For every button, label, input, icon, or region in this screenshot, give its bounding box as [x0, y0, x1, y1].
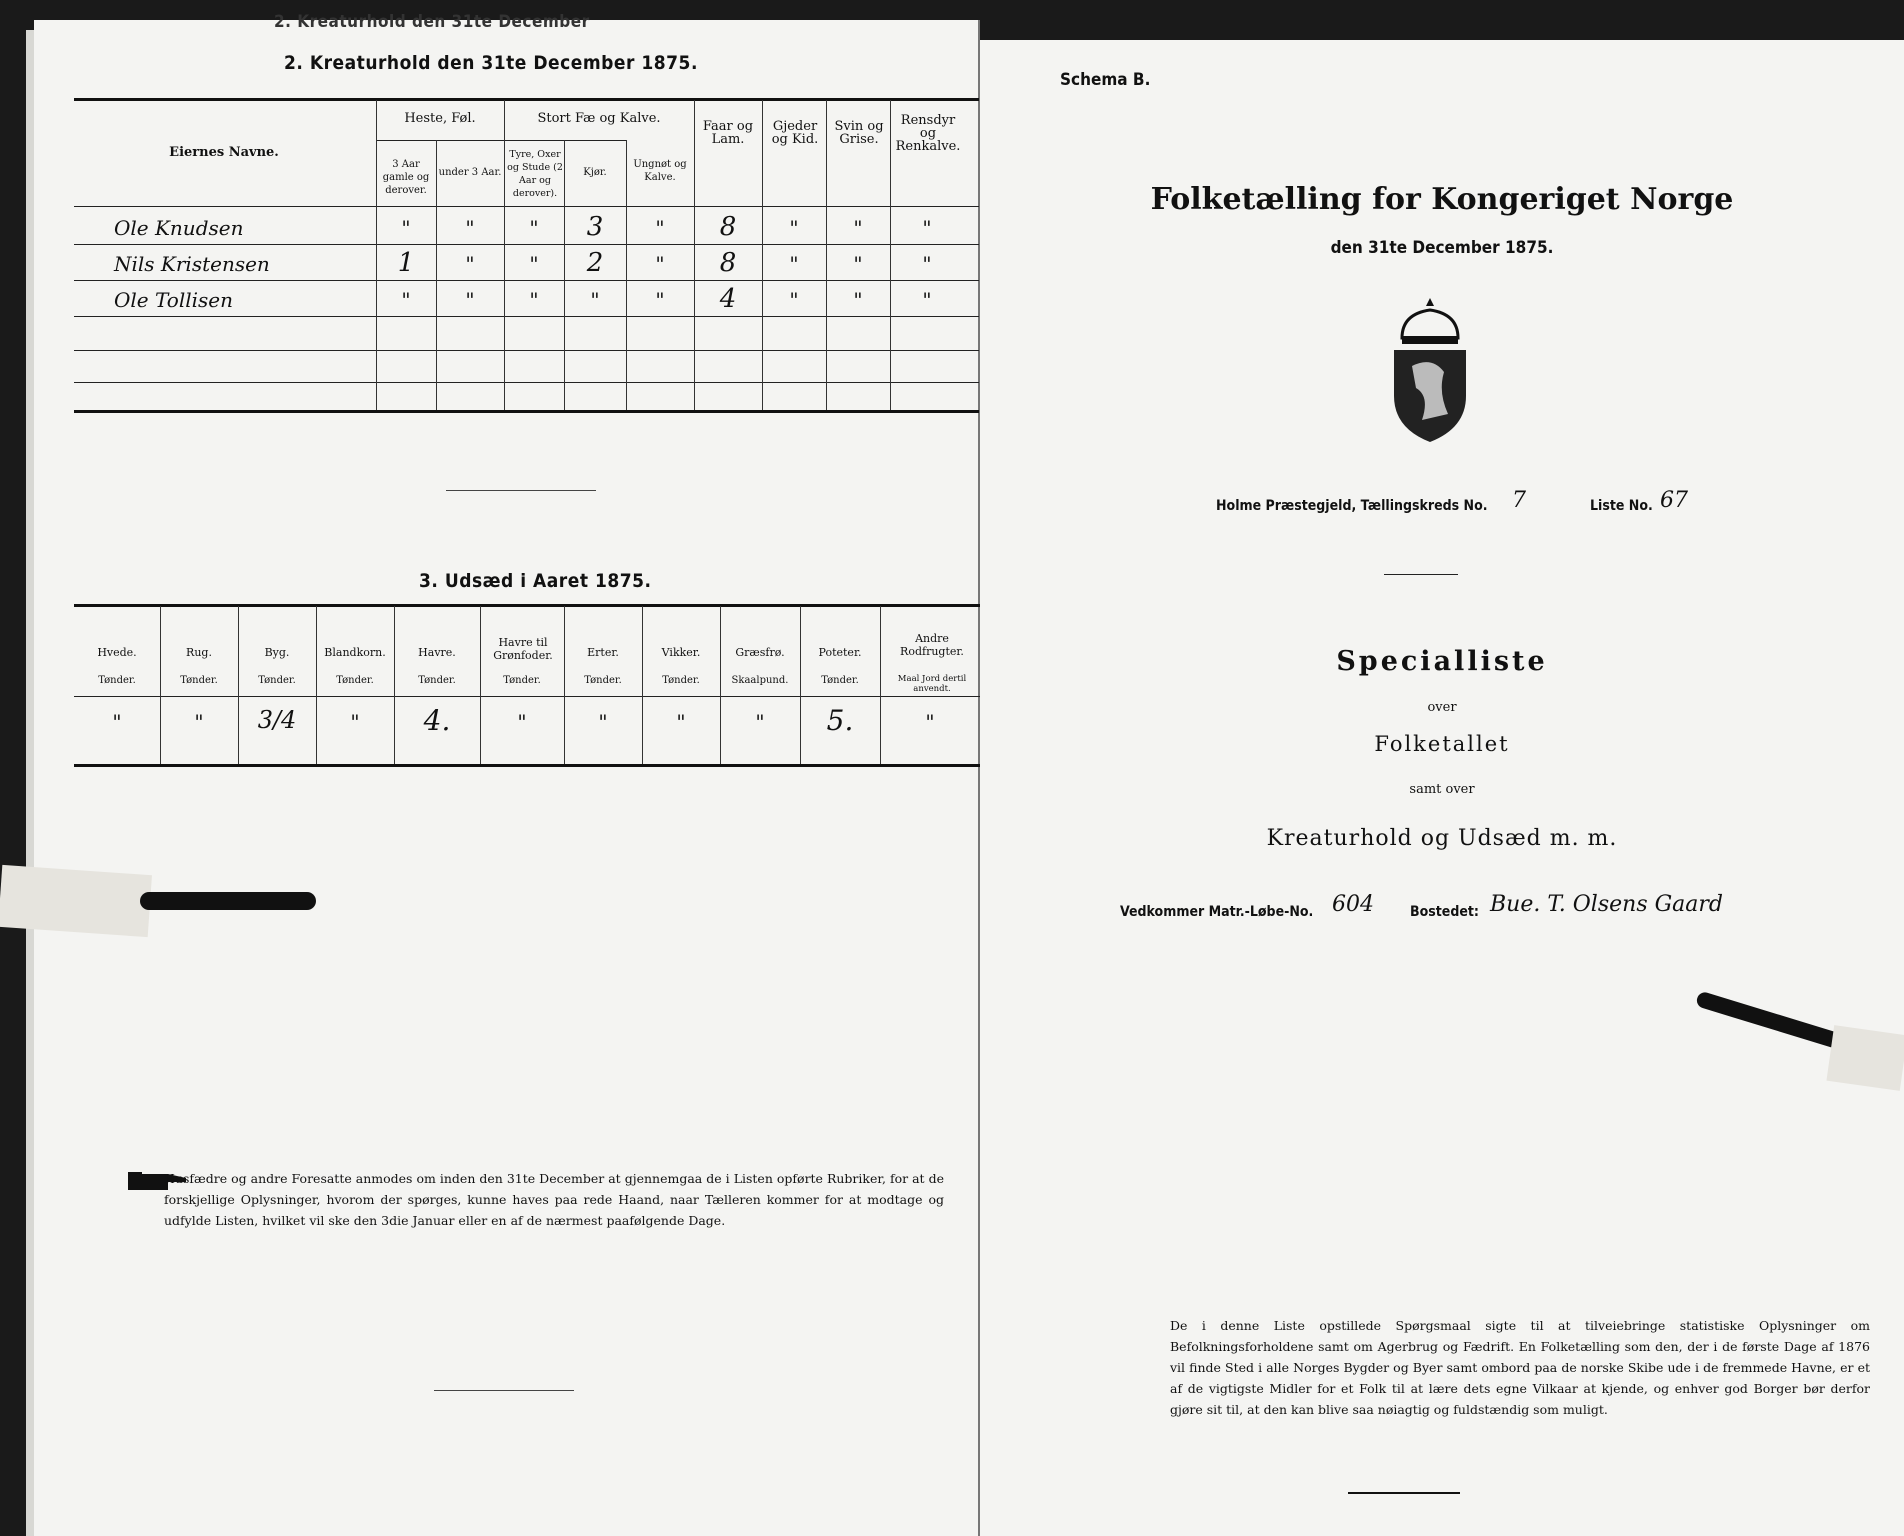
hdr-andre-rodfrugter: Andre Rodfrugter. [900, 632, 964, 658]
cell: " [401, 288, 411, 312]
cell: " [350, 710, 360, 734]
footer-paragraph: De i denne Liste opstillede Spørgsmaal sigte til at tilveiebringe statistiske Oplysninger om Befolkningsforholdene samt om Agerbrug og Fædrift. En Folketælling som den, der i de første Dage af 1876 vil finde Sted i alle Norges Bygder og Byer samt ombord paa de norske Skibe ude i de fremmede Havne, er et af de vigtigste Midler for et Folk til at lære dets egne Vilkaar at kjende, og enhver god Borger bør derfor gjøre sit til, at den kan blive saa nøiagtig og fuldstændig som muligt. [1170, 1318, 1870, 1417]
cell: 1 [397, 248, 415, 278]
section3-title: 3. Udsæd i Aaret 1875. [419, 570, 652, 592]
cell: " [655, 288, 665, 312]
page-edge [26, 30, 34, 1536]
hdr-rug: Rug. [186, 646, 212, 659]
owner-header: Eiernes Navne. [169, 145, 279, 160]
table3-bottom-rule [74, 764, 989, 767]
hdr-vikker: Vikker. [661, 646, 701, 659]
cell: " [465, 216, 475, 240]
cell: " [789, 288, 799, 312]
cell: 8 [719, 212, 737, 242]
cell: 3/4 [257, 706, 297, 734]
kreaturhold-heading: Kreaturhold og Udsæd m. m. [1266, 826, 1618, 851]
cell: " [465, 252, 475, 276]
separator-rule [446, 490, 596, 491]
cell: 2 [586, 248, 604, 278]
col-rule [880, 606, 881, 764]
cell: " [655, 216, 665, 240]
cell: " [401, 216, 411, 240]
footer-rule [1348, 1492, 1460, 1494]
group-horses-header: Heste, Føl. [404, 111, 476, 126]
schema-label: Schema B. [1060, 70, 1151, 90]
cell: " [853, 216, 863, 240]
unit: Tønder. [258, 675, 296, 686]
cell: " [853, 288, 863, 312]
bottom-rule [434, 1390, 574, 1391]
cell: 5. [826, 704, 854, 737]
col-bulls-header: Tyre, Oxer og Stude (2 Aar og derover). [507, 149, 563, 199]
kreds-number: 7 [1512, 488, 1526, 513]
liste-number: 67 [1660, 488, 1688, 513]
unit: Tønder. [584, 675, 622, 686]
cut-header-text: 2. Kreaturhold den 31te December [274, 12, 590, 32]
cell: " [676, 710, 686, 734]
hdr-byg: Byg. [264, 646, 290, 659]
hdr-hvede: Hvede. [97, 646, 137, 659]
cell: " [590, 288, 600, 312]
cell: " [112, 710, 122, 734]
liste-label: Liste No. [1590, 498, 1653, 514]
cell: " [529, 216, 539, 240]
bosted-value: Bue. T. Olsens Gaard [1490, 892, 1724, 917]
cell: " [465, 288, 475, 312]
hdr-blandkorn: Blandkorn. [324, 646, 386, 659]
cell: " [194, 710, 204, 734]
unit: Skaalpund. [731, 675, 789, 686]
paper-tab [0, 865, 152, 937]
matr-label: Vedkommer Matr.-Løbe-No. [1120, 904, 1314, 920]
specialliste-heading: Specialliste [1336, 646, 1548, 677]
cell: " [655, 252, 665, 276]
right-page [980, 40, 1904, 1536]
hdr-graesfro: Græsfrø. [735, 646, 785, 659]
over-text: over [1427, 700, 1457, 715]
cell: " [755, 710, 765, 734]
group-cattle-header: Stort Fæ og Kalve. [537, 111, 661, 126]
hdr-havre-gronfoder: Havre til Grønfoder. [493, 636, 553, 662]
cell: " [853, 252, 863, 276]
matr-number: 604 [1332, 892, 1374, 917]
hdr-havre: Havre. [418, 646, 456, 659]
cell: 8 [719, 248, 737, 278]
unit: Maal Jord dertil anvendt. [897, 674, 967, 694]
pen-pointer [140, 892, 316, 910]
unit: Tønder. [503, 675, 541, 686]
table2-bottom-rule [74, 410, 979, 413]
cell: " [789, 252, 799, 276]
col-young-cattle-header: Ungnøt og Kalve. [633, 159, 687, 183]
cell: " [922, 252, 932, 276]
cell: " [529, 252, 539, 276]
cell: " [922, 216, 932, 240]
row-rule [74, 382, 979, 383]
cell: " [789, 216, 799, 240]
table2-top-rule [74, 98, 979, 101]
unit: Tønder. [336, 675, 374, 686]
cell: " [517, 710, 527, 734]
parish-label: Holme Præstegjeld, Tællingskreds No. [1216, 498, 1488, 514]
row-rule [74, 280, 979, 281]
cell: " [925, 710, 935, 734]
col-goats-header: Gjeder og Kid. [771, 119, 819, 147]
title-rule [1384, 574, 1458, 575]
cell: " [922, 288, 932, 312]
cell: " [529, 288, 539, 312]
owner-name-2: Nils Kristensen [114, 252, 270, 276]
census-date: den 31te December 1875. [1330, 238, 1554, 258]
col-horses-young-header: under 3 Aar. [438, 167, 502, 178]
col-horses-old-header: 3 Aar gamle og derover. [382, 159, 430, 196]
census-title: Folketælling for Kongeriget Norge [1150, 182, 1734, 217]
col-cows-header: Kjør. [583, 167, 607, 178]
samt-over-text: samt over [1409, 782, 1475, 797]
left-page [34, 12, 980, 1536]
cell: 4. [423, 704, 451, 737]
unit: Tønder. [662, 675, 700, 686]
coat-of-arms-icon [1382, 296, 1478, 446]
table3-top-rule [74, 604, 989, 607]
table2-header-rule [74, 206, 979, 207]
group-subheader-rule [376, 140, 626, 141]
unit: Tønder. [821, 675, 859, 686]
cell: 3 [586, 212, 604, 242]
unit: Tønder. [98, 675, 136, 686]
cell: " [598, 710, 608, 734]
section2-title: 2. Kreaturhold den 31te December 1875. [284, 52, 698, 74]
row-rule [74, 350, 979, 351]
instruction-note: Husfædre og andre Foresatte anmodes om inden den 31te December at gjennemgaa de i Listen opførte Rubriker, for at de forskjellige Oplysninger, hvorom der spørges, kunne haves paa rede Haand, naar Tælleren kommer for at modtage og udfylde Listen, hvilket vil ske den 3die Januar eller en af de nærmest paafølgende Dage. [164, 1171, 944, 1228]
col-pigs-header: Svin og Grise. [834, 119, 884, 147]
unit: Tønder. [418, 675, 456, 686]
folketallet-heading: Folketallet [1374, 732, 1510, 756]
row-rule [74, 316, 979, 317]
hdr-poteter: Poteter. [818, 646, 862, 659]
col-sheep-header: Faar og Lam. [702, 119, 754, 147]
col-reindeer-header: Rensdyr og Renkalve. [895, 113, 961, 154]
bosted-label: Bostedet: [1410, 904, 1479, 920]
hdr-erter: Erter. [587, 646, 619, 659]
table3-header-rule [74, 696, 989, 697]
row-rule [74, 244, 979, 245]
paper-tab [1826, 1025, 1904, 1091]
cell: 4 [719, 284, 737, 314]
owner-name-1: Ole Knudsen [114, 216, 244, 240]
unit: Tønder. [180, 675, 218, 686]
owner-name-3: Ole Tollisen [114, 288, 233, 312]
